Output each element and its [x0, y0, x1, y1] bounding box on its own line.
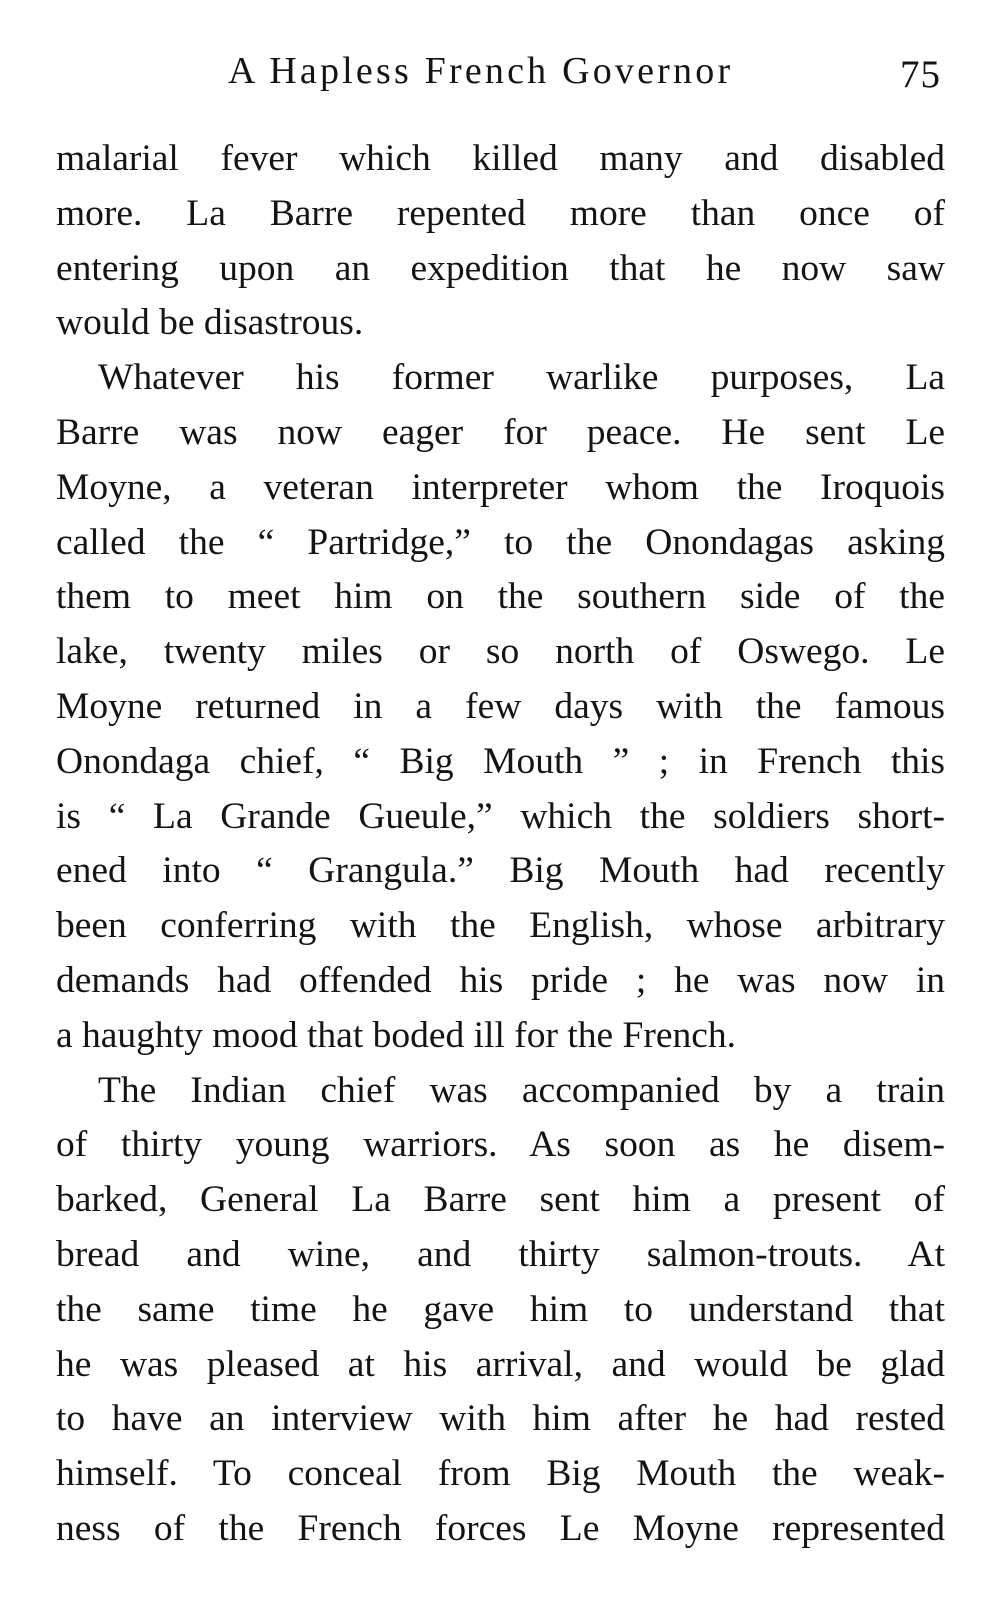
text-line: the same time he gave him to understand that [56, 1288, 945, 1330]
text-line: them to meet him on the southern side of the [56, 576, 945, 618]
text-line: barked, General La Barre sent him a present of [56, 1179, 945, 1221]
text-line: of thirty young warriors. As soon as he disem- [56, 1124, 945, 1166]
paragraph-first-line: The Indian chief was accompanied by a train [98, 1069, 945, 1111]
text-line: lake, twenty miles or so north of Oswego. Le [56, 631, 945, 673]
text-line: Onondaga chief, “ Big Mouth ” ; in French this [56, 740, 945, 782]
page-number: 75 [900, 53, 941, 96]
text-line: Barre was now eager for peace. He sent Le [56, 411, 945, 453]
text-line: himself. To conceal from Big Mouth the weak- [56, 1453, 945, 1495]
text-line: ness of the French forces Le Moyne represented [56, 1507, 945, 1549]
text-line: Moyne returned in a few days with the famous [56, 685, 945, 727]
paragraph-first-line: Whatever his former warlike purposes, La [98, 357, 945, 399]
text-line: malarial fever which killed many and disabled [56, 138, 945, 179]
text-line: to have an interview with him after he had rested [56, 1398, 945, 1440]
text-line: been conferring with the English, whose arbitrary [56, 905, 945, 947]
text-line: called the “ Partridge,” to the Onondagas asking [56, 521, 945, 563]
body-text [56, 132, 945, 1557]
text-line: more. La Barre repented more than once of [56, 192, 945, 234]
text-line: Moyne, a veteran interpreter whom the Iroquois [56, 466, 945, 508]
text-line: bread and wine, and thirty salmon-trouts. At [56, 1233, 945, 1275]
running-title: A Hapless French Governor [228, 50, 734, 92]
running-head [0, 46, 1000, 96]
text-line: he was pleased at his arrival, and would be glad [56, 1343, 945, 1385]
text-line: is “ La Grande Gueule,” which the soldiers short- [56, 795, 945, 837]
text-line: ened into “ Grangula.” Big Mouth had recently [56, 850, 945, 892]
text-line: would be disastrous. [56, 302, 364, 344]
text-line: a haughty mood that boded ill for the French. [56, 1014, 737, 1056]
text-line: entering upon an expedition that he now saw [56, 247, 945, 289]
text-line: demands had offended his pride ; he was now in [56, 959, 945, 1001]
